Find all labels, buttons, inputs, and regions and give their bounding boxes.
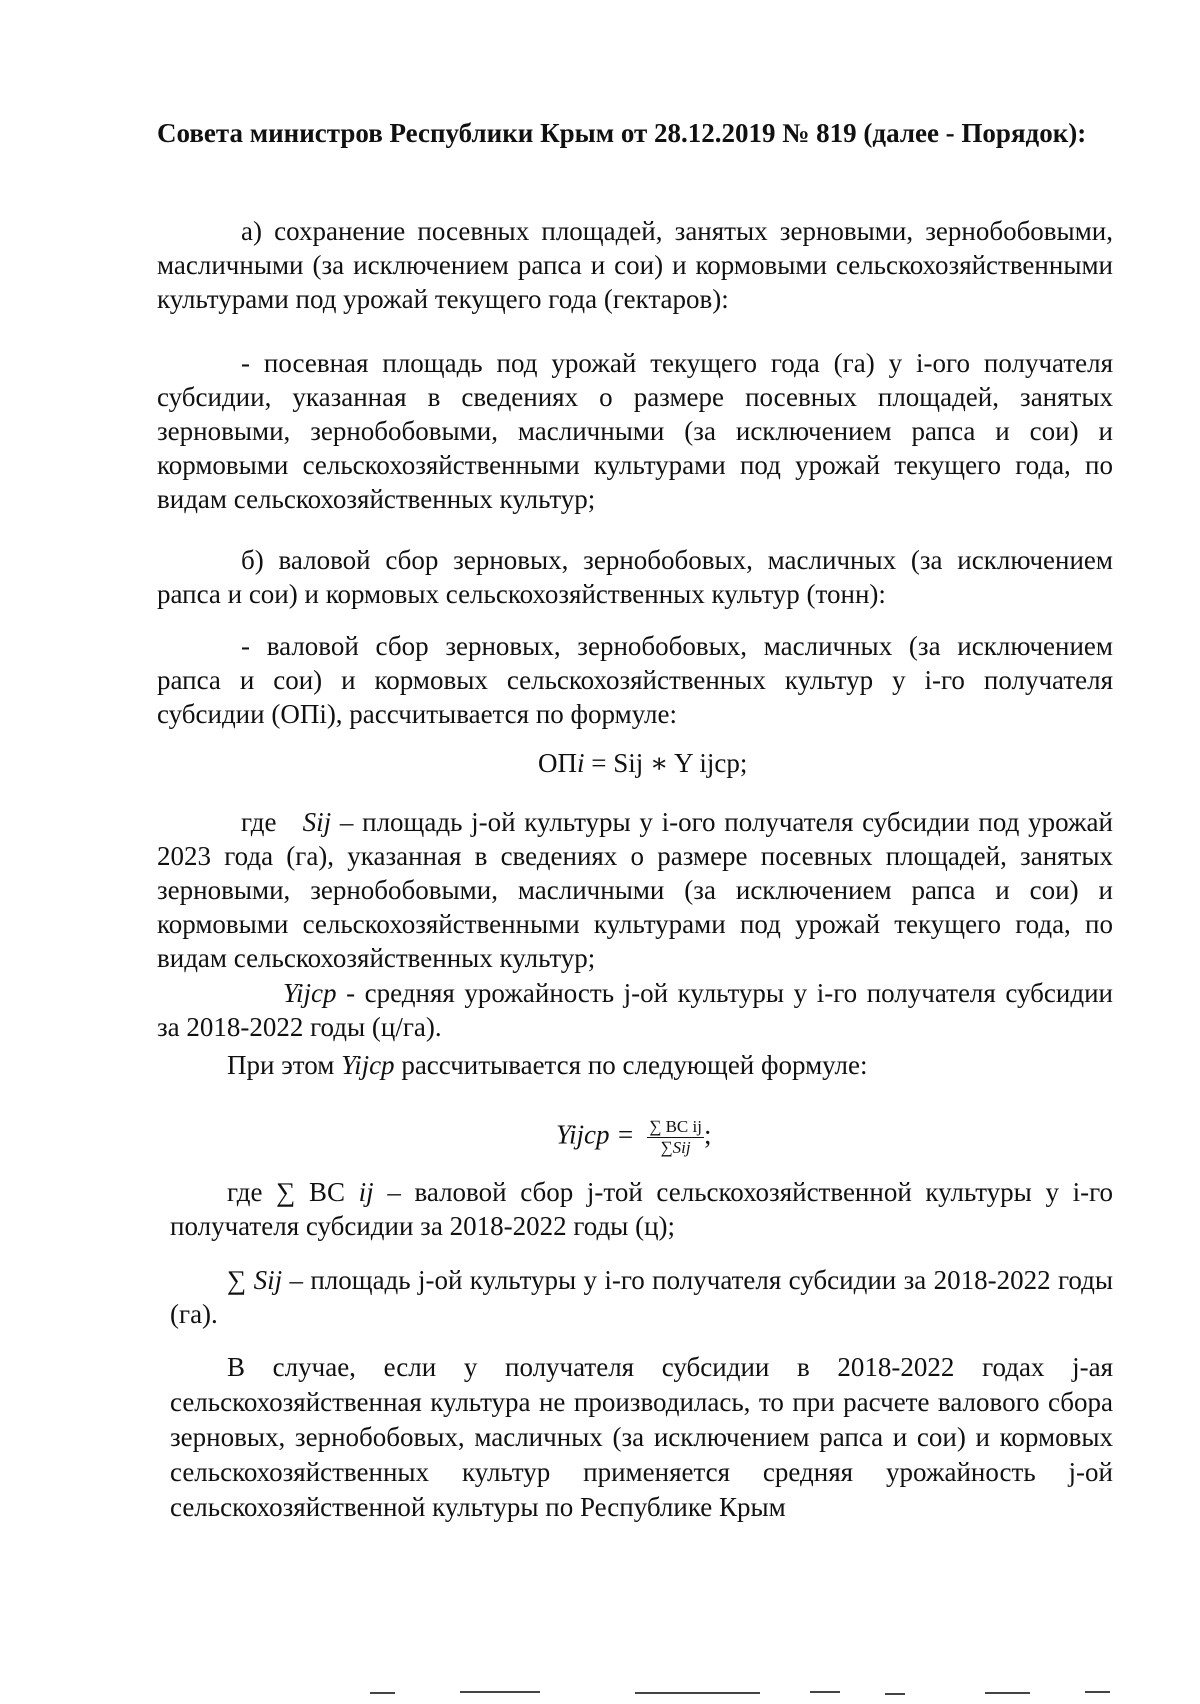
item-b-bullet-text: - валовой сбор зерновых, зернобобовых, масличных (за исключением рапса и сои) и кормовых сельскохозяйственных культур у i-го получателя субсидии (ОПi), рассчитывается по формуле: [157, 631, 1113, 729]
definition-sij-symbol: Sij [302, 807, 332, 837]
item-a-bullet [157, 346, 1113, 516]
calc-intro-suffix: рассчитывается по следующей формуле: [394, 1050, 868, 1080]
final-paragraph-text: В случае, если у получателя субсидии в 2018-2022 годах j-ая сельскохозяйственная культура не производилась, то при расчете валового сбора зерновых, зернобобовых, масличных (за исключением рапса и сои) и кормовых сельскохозяйственных культур применяется средняя урожайность j-ой сельскохозяйственной культуры по Республике Крым [170, 1352, 1113, 1522]
formula-denominator: ∑Sij [660, 1138, 691, 1157]
definition-sum-sij-symbol: ∑ Sij [227, 1265, 283, 1295]
definition-sij-text: – площадь j-ой культуры у i-ого получателя субсидии под урожай 2023 года (га), указанная в сведениях о размере посевных площадей, занятых зерновыми, зернобобовыми, масличными (за исключением рапса и сои) и кормовыми сельскохозяйственными культурами под урожай текущего года, по видам сельскохозяйственных культур; [157, 807, 1113, 973]
calc-intro [157, 1048, 1113, 1082]
definition-bc-symbol: ij [358, 1177, 374, 1207]
item-a-text: а) сохранение посевных площадей, занятых зерновыми, зернобобовыми, масличными (за исключением рапса и сои) и кормовыми сельскохозяйственными культурами под урожай текущего года (гектаров): [157, 216, 1113, 314]
formula-op-var: i [577, 748, 585, 778]
calc-intro-prefix: При этом [227, 1050, 342, 1080]
item-b-bullet [157, 629, 1113, 731]
definition-yijcp [157, 976, 1113, 1044]
formula-op-lhs: ОП [538, 748, 577, 778]
formula-op-rhs: = Sij ∗ Y ijср; [584, 748, 748, 778]
definition-yijcp-symbol: Yijcp [283, 978, 337, 1008]
formula-yijcp-fraction [647, 1117, 704, 1158]
calc-intro-symbol: Yijcp [341, 1050, 395, 1080]
definition-yijcp-text: - средняя урожайность j-ой культуры у i-го получателя субсидии за 2018-2022 годы (ц/га). [157, 978, 1113, 1042]
formula-numerator: ∑ ВС ij [649, 1117, 702, 1136]
definition-bc-text: – валовой сбор j-той сельскохозяйственной культуры у i-го получателя субсидии за 2018-2022 годы (ц); [170, 1177, 1113, 1241]
heading-text: Совета министров Республики Крым от 28.12.2019 № 819 (далее - Порядок): [157, 118, 1087, 148]
definition-sum-sij [170, 1263, 1113, 1331]
item-a-bullet-text: - посевная площадь под урожай текущего года (га) у i-ого получателя субсидии, указанная в сведениях о размере посевных площадей, занятых зерновыми, зернобобовыми, масличными (за исключением рапса и сои) и кормовыми сельскохозяйственными культурами под урожай текущего года, по видам сельскохозяйственных культур; [157, 348, 1113, 514]
document-heading [157, 116, 1113, 150]
item-b-text: б) валовой сбор зерновых, зернобобовых, масличных (за исключением рапса и сои) и кормовых сельскохозяйственных культур (тонн): [157, 545, 1113, 609]
formula-yijcp-lhs: Yijcp = [556, 1119, 642, 1150]
item-a [157, 214, 1113, 316]
scan-artifact-marks [0, 1688, 1200, 1698]
final-paragraph [170, 1350, 1113, 1525]
definition-bc-prefix: где ∑ ВС [227, 1177, 359, 1207]
formula-yijcp [556, 1117, 711, 1158]
definition-sij [157, 805, 1113, 975]
definition-sum-sij-text: – площадь j-ой культуры у i-го получателя субсидии за 2018-2022 годы (га). [170, 1265, 1113, 1329]
formula-op [538, 748, 747, 779]
formula-yijcp-tail: ; [703, 1119, 712, 1150]
definition-sij-prefix: где [241, 807, 277, 837]
item-b [157, 543, 1113, 611]
definition-bc [170, 1175, 1113, 1243]
